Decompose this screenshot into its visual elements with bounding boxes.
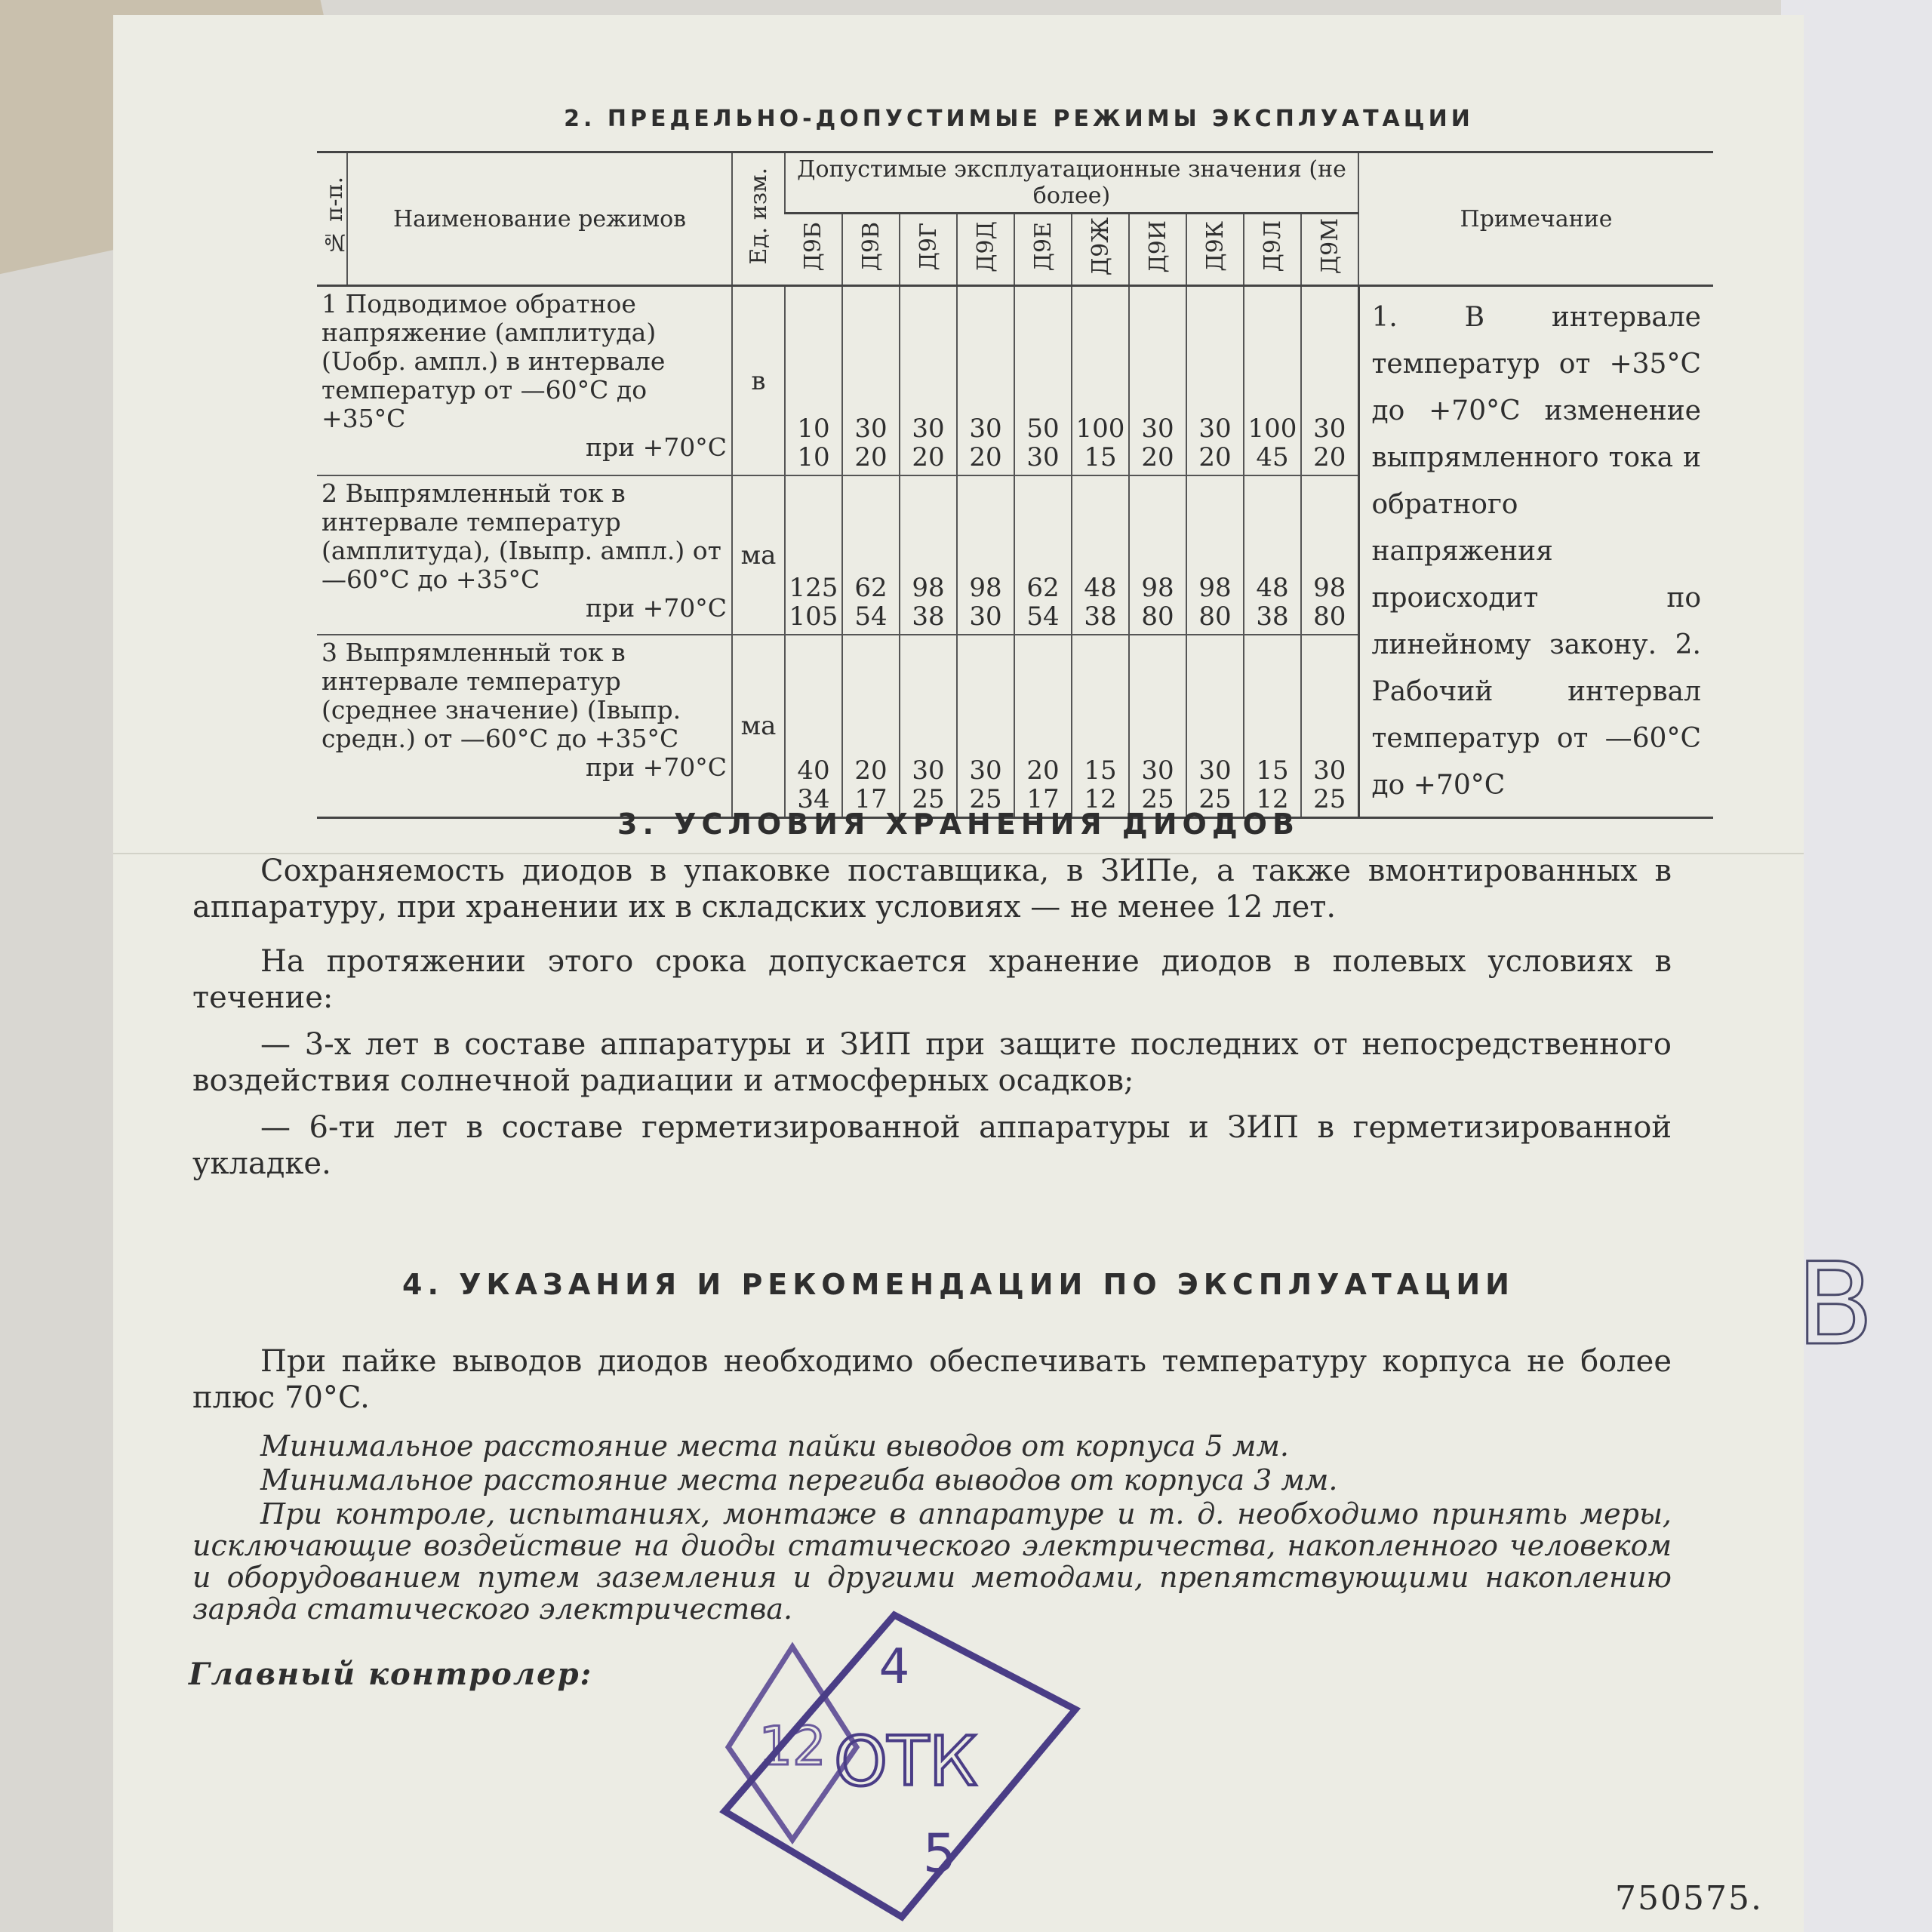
section2-title: 2. ПРЕДЕЛЬНО-ДОПУСТИМЫЕ РЕЖИМЫ ЭКСПЛУАТАЦИИ <box>564 106 1474 132</box>
value-cell: 30 20 <box>1129 286 1186 476</box>
value-cell: 30 20 <box>900 286 957 476</box>
section4-paragraph: Минимальное расстояние места перегиба выводов от корпуса 3 мм. <box>260 1463 1338 1497</box>
stamp-otk-label: ОТК <box>834 1722 977 1801</box>
value-cell: 30 20 <box>957 286 1014 476</box>
value-cell: 30 20 <box>1186 286 1244 476</box>
value-cell: 125 105 <box>785 475 842 635</box>
value-cell: 100 45 <box>1244 286 1301 476</box>
value-cell: 15 12 <box>1072 635 1129 818</box>
value-cell: 30 25 <box>1301 635 1358 818</box>
value-cell: 15 12 <box>1244 635 1301 818</box>
mode-name-cell: 1 Подводимое обратное напряжение (амплитуда) (Uобр. ампл.) в интервале температур от —60°C до +35°C при +70°C <box>321 289 727 463</box>
section3-paragraph: — 6-ти лет в составе герметизированной аппаратуры и ЗИП в герметизированной укладке. <box>192 1110 1672 1181</box>
value-cell: 98 38 <box>900 475 957 635</box>
background-surface <box>1781 0 1932 1932</box>
header-diode: Д9Е <box>1014 214 1072 286</box>
value-cell: 20 17 <box>842 635 900 818</box>
value-cell: 30 25 <box>1129 635 1186 818</box>
unit-cell: ма <box>732 635 785 818</box>
value-cell: 10 10 <box>785 286 842 476</box>
otk-stamp <box>687 1600 1109 1932</box>
section3-paragraph: — 3-х лет в составе аппаратуры и ЗИП при защите последних от непосредственного воздействия солнечной радиации и атмосферных осадков; <box>192 1027 1672 1098</box>
table-row <box>317 286 1713 476</box>
stamp-top-number: 4 <box>878 1639 910 1695</box>
header-diode: Д9Д <box>957 214 1014 286</box>
handwritten-margin-mark <box>1781 1238 1902 1389</box>
document-number: 750575. <box>1615 1879 1763 1918</box>
chief-controller-label: Главный контролер: <box>189 1657 593 1692</box>
header-mode-name: Наименование режимов <box>347 152 732 286</box>
stamp-number: 12 <box>758 1715 826 1777</box>
header-diode: Д9Б <box>785 214 842 286</box>
header-diode: Д9И <box>1129 214 1186 286</box>
mode-name-cell: 2 Выпрямленный ток в интервале температур (амплитуда), (Iвыпр. ампл.) от —60°C до +35°C при +70°C <box>321 478 727 623</box>
table-note: 1. В интервале температур от +35°C до +70°C изменение выпрямленного тока и обратного напряжения происходит по линейному закону. 2. Рабочий интервал температур от —60°C до +70°C <box>1358 286 1713 818</box>
header-note: Примечание <box>1358 152 1713 286</box>
unit-cell: ма <box>732 475 785 635</box>
value-cell: 62 54 <box>1014 475 1072 635</box>
mode-name-cell: 3 Выпрямленный ток в интервале температур (среднее значение) (Iвыпр. средн.) от —60°C до +35°C при +70°C <box>321 638 727 783</box>
svg-text:В: В <box>1796 1239 1874 1371</box>
section4-paragraph: При пайке выводов диодов необходимо обеспечивать температуру корпуса не более плюс 70°C. <box>192 1344 1672 1415</box>
value-cell: 20 17 <box>1014 635 1072 818</box>
value-cell: 62 54 <box>842 475 900 635</box>
stamp-bottom-number: 5 <box>922 1823 957 1884</box>
section4-paragraph: Минимальное расстояние места пайки выводов от корпуса 5 мм. <box>260 1429 1289 1463</box>
header-diode: Д9В <box>842 214 900 286</box>
value-cell: 48 38 <box>1072 475 1129 635</box>
section3-paragraph: Сохраняемость диодов в упаковке поставщика, в ЗИПе, а также вмонтированных в аппаратуру, при хранении их в складских условиях — не менее 12 лет. <box>192 854 1672 924</box>
header-diode: Д9Л <box>1244 214 1301 286</box>
section4-title: 4. УКАЗАНИЯ И РЕКОМЕНДАЦИИ ПО ЭКСПЛУАТАЦИИ <box>402 1268 1515 1301</box>
value-cell: 48 38 <box>1244 475 1301 635</box>
section4-paragraph: При контроле, испытаниях, монтаже в аппаратуре и т. д. необходимо принять меры, исключающие воздействие на диоды статического электричества, накопленного человеком и оборудованием путем заземления и другими методами, препятствующими накоплению заряда статического электричества. <box>192 1497 1672 1626</box>
value-cell: 30 20 <box>842 286 900 476</box>
value-cell: 40 34 <box>785 635 842 818</box>
header-unit: Ед. изм. <box>732 152 785 286</box>
value-cell: 50 30 <box>1014 286 1072 476</box>
value-cell: 98 80 <box>1186 475 1244 635</box>
section3-paragraph: На протяжении этого срока допускается хранение диодов в полевых условиях в течение: <box>192 944 1672 1015</box>
header-allowed-values: Допустимые эксплуатационные значения (не более) <box>785 152 1358 214</box>
value-cell: 98 30 <box>957 475 1014 635</box>
value-cell: 30 25 <box>1186 635 1244 818</box>
unit-cell: в <box>732 286 785 476</box>
value-cell: 100 15 <box>1072 286 1129 476</box>
section3-title: 3. УСЛОВИЯ ХРАНЕНИЯ ДИОДОВ <box>617 808 1300 841</box>
header-diode: Д9М <box>1301 214 1358 286</box>
value-cell: 30 25 <box>957 635 1014 818</box>
operating-modes-table <box>317 151 1713 819</box>
header-diode: Д9Г <box>900 214 957 286</box>
document-page <box>113 15 1804 1932</box>
value-cell: 98 80 <box>1129 475 1186 635</box>
value-cell: 30 20 <box>1301 286 1358 476</box>
header-number: № п-п. <box>317 152 347 286</box>
header-diode: Д9Ж <box>1072 214 1129 286</box>
value-cell: 30 25 <box>900 635 957 818</box>
header-diode: Д9К <box>1186 214 1244 286</box>
value-cell: 98 80 <box>1301 475 1358 635</box>
